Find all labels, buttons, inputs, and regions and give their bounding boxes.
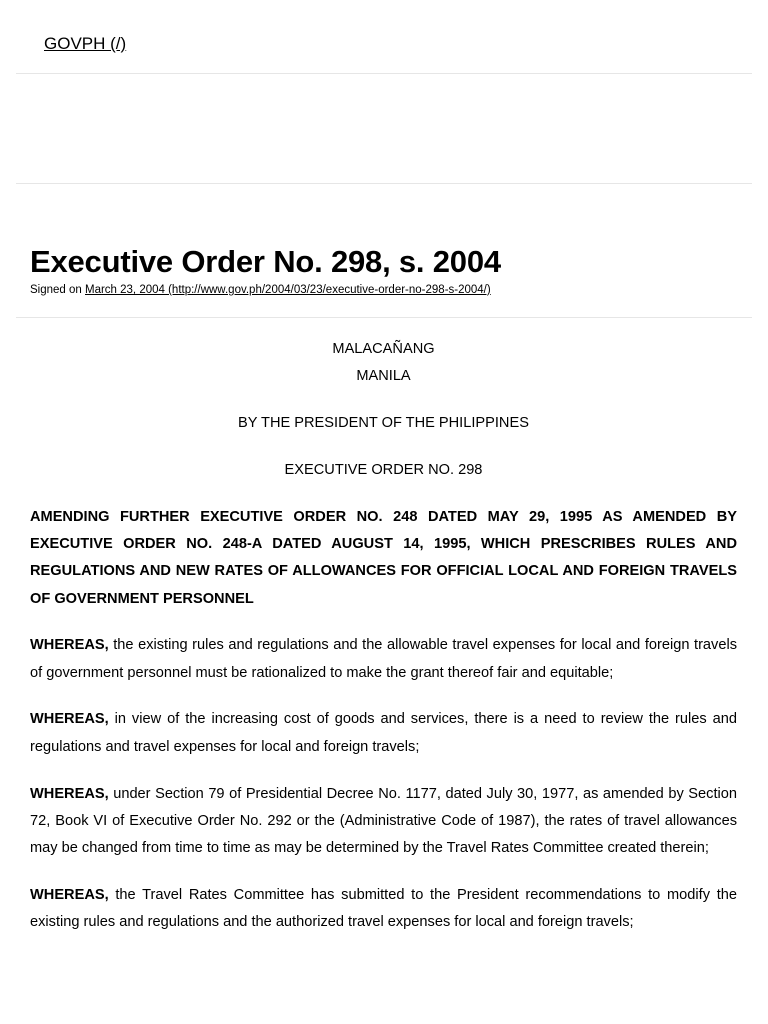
authority-line: BY THE PRESIDENT OF THE PHILIPPINES: [238, 415, 529, 432]
whereas-paragraph-4: [30, 882, 737, 937]
order-title: AMENDING FURTHER EXECUTIVE ORDER NO. 248 DATED MAY 29, 1995 AS AMENDED BY EXECUTIVE ORDER NO. 248-A DATED AUGUST 14, 1995, WHICH PRESCRIBES RULES AND REGULATIONS AND NEW RATES OF ALLOWANCES FOR OFFICIAL LOCAL AND FOREIGN TRAVELS OF GOVERNMENT PERSONNEL: [30, 508, 737, 607]
top-navbar: [16, 0, 752, 74]
whereas-paragraph-1: [30, 632, 737, 687]
whereas-paragraph-2: [30, 706, 737, 761]
signed-date-link[interactable]: March 23, 2004 (http://www.gov.ph/2004/03/23/executive-order-no-298-s-2004/): [85, 284, 491, 296]
whereas-lead: WHEREAS,: [30, 886, 109, 903]
signed-prefix: Signed on: [30, 284, 82, 296]
whereas-lead: WHEREAS,: [30, 711, 109, 728]
page-header: [16, 184, 752, 318]
signed-date-line: [30, 284, 491, 296]
whereas-text: the existing rules and regulations and the allowable travel expenses for local and foreign travels of government personnel must be rationalized to make the grant thereof fair and equitable;: [30, 637, 737, 681]
place-line-1: MALACAÑANG: [332, 341, 435, 357]
govph-home-link[interactable]: GOVPH (/): [44, 34, 127, 53]
whereas-lead: WHEREAS,: [30, 637, 109, 654]
whereas-paragraph-3: [30, 781, 737, 863]
page-title: Executive Order No. 298, s. 2004: [30, 244, 501, 279]
document-body: [30, 336, 737, 956]
banner-area: [16, 74, 752, 184]
place-line-2: MANILA: [356, 368, 411, 385]
whereas-text: in view of the increasing cost of goods and services, there is a need to review the rules and regulations and travel expenses for local and foreign travels;: [30, 711, 737, 755]
whereas-lead: WHEREAS,: [30, 785, 109, 802]
order-number: EXECUTIVE ORDER NO. 298: [284, 461, 483, 478]
whereas-text: the Travel Rates Committee has submitted to the President recommendations to modify the existing rules and regulations and the authorized travel expenses for local and foreign travels;: [30, 886, 737, 931]
whereas-text: under Section 79 of Presidential Decree No. 1177, dated July 30, 1977, as amended by Section 72, Book VI of Executive Order No. 292 or the (Administrative Code of 1987), the rates of travel allowances may be changed from time to time as may be determined by the Travel Rates Committee created therein;: [30, 785, 737, 857]
